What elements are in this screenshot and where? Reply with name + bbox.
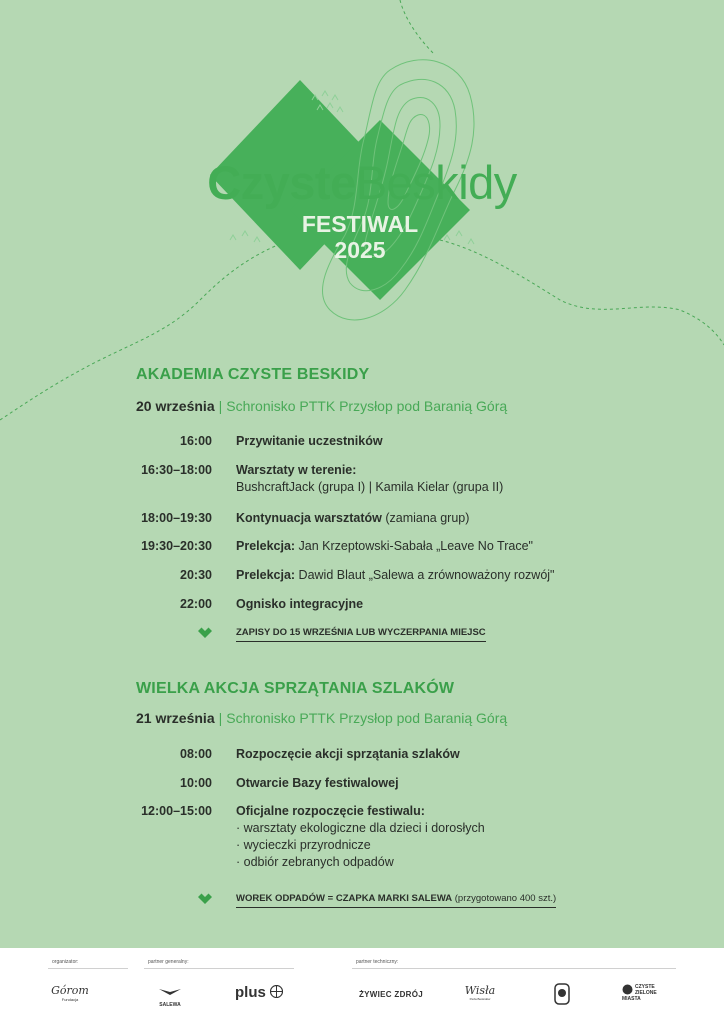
divider-line xyxy=(48,968,128,969)
section1-note-text: ZAPISY DO 15 WRZEŚNIA LUB WYCZERPANIA MIEJSC xyxy=(236,626,486,642)
section1-date: 20 września xyxy=(136,398,215,414)
czm-line3: MIASTA xyxy=(622,996,641,1002)
plus-logo xyxy=(228,984,290,1001)
row-time: 22:00 xyxy=(180,597,212,611)
row-desc-bold: Prelekcja: xyxy=(236,568,296,582)
row-desc xyxy=(236,433,676,450)
bullet-item: · odbiór zebranych odpadów xyxy=(236,855,394,869)
row-time: 08:00 xyxy=(180,747,212,761)
trail-line-right xyxy=(440,240,724,345)
section2-place: Schronisko PTTK Przysłop pod Baranią Górą xyxy=(226,710,508,726)
logo-year: 2025 xyxy=(334,237,386,263)
row-desc xyxy=(236,510,676,527)
section1-place: Schronisko PTTK Przysłop pod Baranią Górą xyxy=(226,398,508,414)
section2-note-bold: WOREK ODPADÓW = CZAPKA MARKI SALEWA xyxy=(236,893,453,904)
salewa-logo xyxy=(150,984,190,1008)
row-time: 16:30–18:00 xyxy=(141,463,212,477)
row-desc-bold: Rozpoczęcie akcji sprzątania szlaków xyxy=(236,747,460,761)
trail-line-left xyxy=(0,240,290,420)
section2-separator: | xyxy=(218,710,223,726)
logo-festiwal: FESTIWAL xyxy=(301,211,419,237)
row-time: 12:00–15:00 xyxy=(141,804,212,818)
row-desc xyxy=(236,746,676,763)
row-time: 20:30 xyxy=(180,568,212,582)
section1-date-line xyxy=(136,398,507,414)
plus-logo-text: plus xyxy=(234,984,266,1001)
divider-line xyxy=(144,968,294,969)
organizer-label: organizator: xyxy=(52,959,79,965)
row-desc-bold: Otwarcie Bazy festiwalowej xyxy=(236,776,399,790)
wisla-logo-text: Wisła xyxy=(464,984,496,997)
bullet-item: · warsztaty ekologiczne dla dzieci i dorosłych xyxy=(236,821,485,835)
festival-logo-title xyxy=(0,158,724,208)
row-desc-bold: Ognisko integracyjne xyxy=(236,597,364,611)
czm-line2: ZIELONE xyxy=(635,990,657,996)
row-desc-rest: Dawid Blaut „Salewa a zrównoważony rozwój" xyxy=(295,568,555,582)
row-desc xyxy=(236,775,676,792)
bullet-item: · wycieczki przyrodnicze xyxy=(236,838,371,852)
wisla-logo xyxy=(462,984,498,1001)
czyste-zielone-miasta-logo xyxy=(622,984,670,1002)
gorom-logo-sub: Fundacja xyxy=(61,997,79,1002)
row-desc-rest: Jan Krzeptowski-Sabała „Leave No Trace" xyxy=(295,539,533,553)
row-time: 16:00 xyxy=(180,434,212,448)
row-desc-rest: (zamiana grup) xyxy=(381,511,470,525)
czm-line1: CZYSTE xyxy=(635,984,655,990)
divider-line xyxy=(352,968,676,969)
plus-globe-icon xyxy=(270,985,283,998)
section1-title: AKADEMIA CZYSTE BESKIDY xyxy=(136,366,370,383)
row-desc xyxy=(236,567,676,584)
row-desc-bold: Oficjalne rozpoczęcie festiwalu: xyxy=(236,804,425,818)
row-time: 19:30–20:30 xyxy=(141,539,212,553)
section2-title: WIELKA AKCJA SPRZĄTANIA SZLAKÓW xyxy=(136,680,455,697)
heart-diamond-icon xyxy=(198,892,212,904)
salewa-logo-text: SALEWA xyxy=(159,1002,181,1008)
wisla-logo-sub: Perła Beskidów xyxy=(469,997,491,1001)
trail-line-top xyxy=(400,0,435,55)
tech-partner-label: partner techniczny: xyxy=(356,959,399,965)
general-partner-label: partner generalny: xyxy=(148,959,189,965)
row-time: 10:00 xyxy=(180,776,212,790)
row-desc-bold: Przywitanie uczestników xyxy=(236,434,383,448)
gorom-logo-text: Górom xyxy=(51,984,89,997)
section2-date-line xyxy=(136,710,507,726)
row-desc xyxy=(236,596,676,613)
row-desc xyxy=(236,538,676,555)
logo-title-bold: Czyste xyxy=(207,156,356,209)
row-desc-line2: BushcraftJack (grupa I) | Kamila Kielar (grupa II) xyxy=(236,480,504,494)
salewa-eagle-icon xyxy=(159,987,181,997)
gorom-logo xyxy=(46,984,94,1002)
row-desc-bold: Prelekcja: xyxy=(236,539,296,553)
pttk-badge-logo xyxy=(550,982,574,1011)
logo-title-light: Beskidy xyxy=(355,156,517,209)
row-time: 18:00–19:30 xyxy=(141,511,212,525)
zywiec-zdroj-logo: ŻYWIEC ZDRÓJ xyxy=(358,990,424,999)
pttk-badge-icon xyxy=(552,982,572,1006)
row-desc xyxy=(236,803,676,871)
section2-note-rest: (przygotowano 400 szt.) xyxy=(452,893,557,904)
section2-note-text xyxy=(236,892,556,908)
heart-diamond-icon xyxy=(198,626,212,638)
czm-circle-icon xyxy=(622,984,633,995)
sponsors-footer xyxy=(0,948,724,1024)
row-desc xyxy=(236,462,676,496)
row-desc-bold: Warsztaty w terenie: xyxy=(236,463,357,477)
section2-date: 21 września xyxy=(136,710,215,726)
section1-separator: | xyxy=(218,398,223,414)
row-desc-bold: Kontynuacja warsztatów xyxy=(236,511,382,525)
